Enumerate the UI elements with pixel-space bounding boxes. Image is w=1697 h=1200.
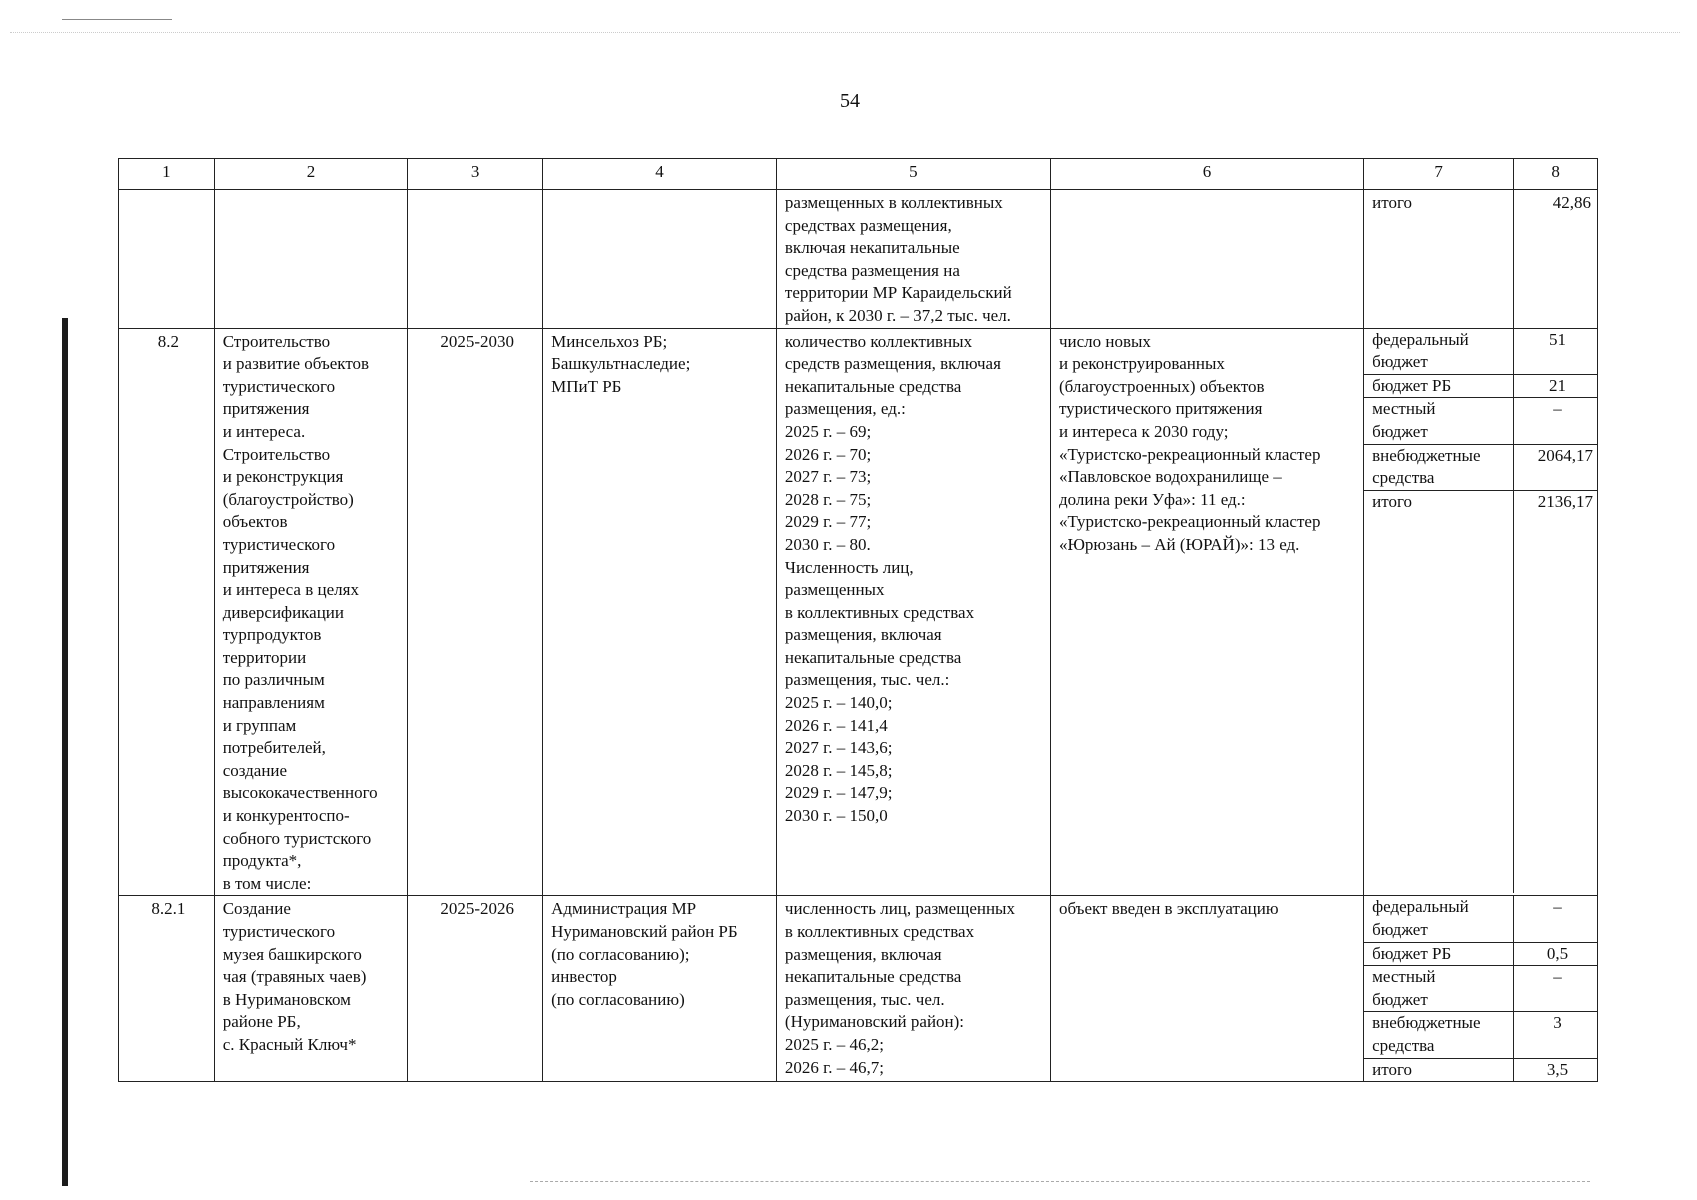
text-line: бюджет РБ — [1372, 375, 1452, 395]
text-line: по различным — [222, 670, 325, 690]
funding-row — [1364, 398, 1597, 444]
funding-source — [1364, 374, 1513, 398]
funding-amount: – — [1514, 896, 1597, 942]
scan-noise-line — [10, 32, 1680, 33]
text-line: высококачественного — [222, 783, 378, 803]
text-line: 2030 г. – 150,0 — [784, 806, 888, 826]
text-line: размещения, тыс. чел. — [784, 989, 945, 1009]
funding-row — [1364, 374, 1597, 398]
text-line: собного туристского — [222, 828, 372, 848]
text-line: «Туристско-рекреационный кластер — [1058, 512, 1321, 532]
text-line: размещения, ед.: — [784, 399, 906, 419]
text-line: итого — [1372, 1059, 1412, 1079]
text-line: притяжения — [222, 399, 310, 419]
text-line: некапитальные средства — [784, 647, 962, 667]
text-line: в коллективных средствах — [784, 602, 975, 622]
col-header: 7 — [1364, 159, 1514, 190]
text-line: бюджет — [1372, 352, 1428, 372]
funding-amount: – — [1514, 966, 1597, 1012]
text-line: Строительство — [222, 444, 331, 464]
text-line: инвестор — [551, 967, 617, 987]
cell-title — [214, 896, 408, 1082]
text-line: притяжения — [222, 557, 310, 577]
text-line: чая (травяных чаев) — [222, 967, 367, 987]
text-line: район, к 2030 г. – 37,2 тыс. чел. — [784, 305, 1011, 325]
text-line: размещения, тыс. чел.: — [784, 670, 950, 690]
col-header: 6 — [1050, 159, 1363, 190]
cell-period: 2025-2026 — [408, 896, 543, 1082]
text-line: внебюджетные — [1372, 1013, 1481, 1033]
text-line: бюджет — [1372, 920, 1428, 939]
text-line: внебюджетные — [1372, 445, 1481, 465]
text-line: бюджет РБ — [1372, 943, 1452, 963]
text-line: диверсификации — [222, 602, 345, 622]
funding-block — [1364, 896, 1598, 1082]
text-line: размещенных в коллективных — [784, 193, 1003, 212]
funding-row — [1364, 329, 1597, 375]
text-line: туристического — [222, 376, 336, 396]
funding-amount: 3,5 — [1546, 1059, 1569, 1079]
text-line: итого — [1372, 491, 1412, 511]
text-line: объект введен в эксплуатацию — [1058, 899, 1279, 919]
funding-row — [1364, 942, 1597, 966]
text-line: 2030 г. – 80. — [784, 534, 871, 554]
text-line: Строительство — [222, 331, 331, 351]
text-line: Башкультнаследие; — [551, 354, 691, 374]
text-line: объектов — [222, 512, 288, 532]
cell-num — [119, 190, 215, 329]
text-line: МПиТ РБ — [551, 376, 622, 396]
binding-edge — [62, 318, 68, 1186]
funding-amount: 21 — [1514, 374, 1597, 398]
text-line: Создание — [222, 899, 291, 919]
cell-result — [1050, 896, 1363, 1082]
text-line: и интереса. — [222, 421, 306, 441]
funding-source — [1364, 966, 1513, 1012]
text-line: «Павловское водохранилище – — [1058, 467, 1282, 487]
cell-source: итого — [1364, 190, 1514, 329]
funding-amount: – — [1514, 398, 1597, 444]
cell-title — [214, 328, 408, 896]
text-line: размещения, включая — [784, 944, 942, 964]
text-line: численность лиц, размещенных — [784, 899, 1015, 919]
text-line: в том числе: — [222, 873, 312, 893]
text-line: число новых — [1058, 331, 1151, 351]
col-header: 3 — [408, 159, 543, 190]
text-line: 2025 г. – 140,0; — [784, 693, 893, 713]
text-line: местный — [1372, 399, 1436, 419]
funding-amount: 2136,17 — [1537, 491, 1593, 511]
text-line: средства — [1372, 1035, 1435, 1055]
text-line: 2028 г. – 145,8; — [784, 760, 893, 780]
text-line: туристического — [222, 534, 336, 554]
funding-row — [1364, 1058, 1597, 1081]
funding-source — [1364, 1012, 1513, 1058]
cell-amount: 42,86 — [1514, 190, 1598, 329]
text-line: некапитальные средства — [784, 376, 962, 396]
text-line: средств размещения, включая — [784, 354, 1001, 374]
text-line: Численность лиц, — [784, 557, 914, 577]
text-line: средства — [1372, 468, 1435, 488]
text-line: 2027 г. – 143,6; — [784, 738, 893, 758]
text-line: долина реки Уфа»: 11 ед.: — [1058, 489, 1246, 509]
text-line: средства размещения на — [784, 260, 960, 280]
text-line: (благоустроенных) объектов — [1058, 376, 1265, 396]
text-line: с. Красный Ключ* — [222, 1034, 357, 1054]
text-line: (по согласованию) — [551, 989, 685, 1009]
text-line: федеральный — [1372, 329, 1469, 349]
funding-source — [1364, 942, 1513, 966]
text-line: музея башкирского — [222, 944, 362, 964]
text-line: продукта*, — [222, 851, 302, 871]
cell-period — [408, 190, 543, 329]
table-row-8-2-1 — [119, 896, 1598, 1082]
cell-num: 8.2 — [119, 328, 215, 896]
text-line: (по согласованию); — [551, 944, 690, 964]
col-header: 2 — [214, 159, 408, 190]
text-line: и реконструкция — [222, 467, 344, 487]
text-line: Минсельхоз РБ; — [551, 331, 668, 351]
funding-source — [1364, 490, 1513, 893]
cell-period: 2025-2030 — [408, 328, 543, 896]
text-line: территории — [222, 647, 307, 667]
text-line: туристического притяжения — [1058, 399, 1263, 419]
text-line: (благоустройство) — [222, 489, 354, 509]
program-table — [118, 158, 1598, 1082]
text-line: количество коллективных — [784, 331, 973, 351]
col-header: 4 — [543, 159, 777, 190]
text-line: 2027 г. – 73; — [784, 467, 872, 487]
funding-row — [1364, 896, 1597, 942]
cell-title — [214, 190, 408, 329]
text-line: 2025 г. – 46,2; — [784, 1034, 884, 1054]
funding-amount: 2064,17 — [1514, 444, 1597, 490]
text-line: местный — [1372, 967, 1436, 987]
text-line: Администрация МР — [551, 899, 697, 919]
cell-indicator — [776, 896, 1050, 1082]
text-line: «Туристско-рекреационный кластер — [1058, 444, 1321, 464]
cell-result — [1050, 328, 1363, 896]
funding-row — [1364, 1012, 1597, 1058]
top-rule — [62, 19, 172, 20]
cell-result — [1050, 190, 1363, 329]
text-line: и развитие объектов — [222, 354, 370, 374]
col-header: 1 — [119, 159, 215, 190]
text-line: туристического — [222, 922, 336, 941]
funding-source — [1364, 444, 1513, 490]
cell-executors — [543, 328, 777, 896]
text-line: Нуримановский район РБ — [551, 922, 738, 941]
funding-source — [1364, 398, 1513, 444]
funding-source — [1364, 896, 1513, 942]
text-line: территории МР Караидельский — [784, 283, 1012, 303]
text-line: средствах размещения, — [784, 215, 952, 235]
text-line: 2026 г. – 141,4 — [784, 715, 888, 735]
text-line: включая некапитальные — [784, 238, 960, 258]
bottom-scan-line — [530, 1181, 1590, 1182]
col-header: 8 — [1514, 159, 1598, 190]
funding-row — [1364, 490, 1597, 893]
text-line: и интереса в целях — [222, 580, 359, 600]
cell-indicator — [776, 190, 1050, 329]
text-line: «Юрюзань – Ай (ЮРАЙ)»: 13 ед. — [1058, 534, 1300, 554]
text-line: и реконструированных — [1058, 354, 1225, 374]
funding-amount: 3 — [1514, 1012, 1597, 1058]
funding-table — [1364, 329, 1597, 893]
text-line: бюджет — [1372, 989, 1428, 1009]
text-line: и группам — [222, 715, 297, 735]
text-line: размещенных — [784, 580, 885, 600]
col-header: 5 — [776, 159, 1050, 190]
text-line: 2025 г. – 69; — [784, 421, 872, 441]
funding-row — [1364, 966, 1597, 1012]
header-row — [119, 159, 1598, 190]
text-line: размещения, включая — [784, 625, 942, 645]
funding-source — [1364, 1058, 1513, 1081]
funding-amount: 0,5 — [1514, 942, 1597, 966]
text-line: бюджет — [1372, 421, 1428, 441]
text-line: и интереса к 2030 году; — [1058, 421, 1229, 441]
table-row-8-2 — [119, 328, 1598, 896]
text-line: в коллективных средствах — [784, 922, 975, 941]
text-line: 2029 г. – 77; — [784, 512, 872, 532]
text-line: районе РБ, — [222, 1012, 301, 1032]
text-line: направлениям — [222, 693, 325, 713]
text-line: 2026 г. – 70; — [784, 444, 872, 464]
cell-num: 8.2.1 — [119, 896, 215, 1082]
text-line: 2029 г. – 147,9; — [784, 783, 893, 803]
funding-amount: 51 — [1514, 329, 1597, 375]
text-line: 2026 г. – 46,7; — [784, 1057, 884, 1077]
text-line: создание — [222, 760, 288, 780]
page-number: 54 — [840, 90, 860, 112]
table-row-continued — [119, 190, 1598, 329]
cell-executors — [543, 896, 777, 1082]
funding-row — [1364, 444, 1597, 490]
funding-source — [1364, 329, 1513, 375]
text-line: и конкурентоспо- — [222, 806, 350, 826]
cell-executors — [543, 190, 777, 329]
funding-table — [1364, 896, 1597, 1081]
text-line: (Нуримановский район): — [784, 1012, 965, 1032]
text-line: в Нуримановском — [222, 989, 351, 1009]
cell-indicator — [776, 328, 1050, 896]
text-line: потребителей, — [222, 738, 326, 758]
text-line: некапитальные средства — [784, 967, 962, 987]
text-line: 2028 г. – 75; — [784, 489, 872, 509]
text-line: федеральный — [1372, 897, 1469, 917]
text-line: турпродуктов — [222, 625, 322, 645]
funding-block — [1364, 328, 1598, 896]
